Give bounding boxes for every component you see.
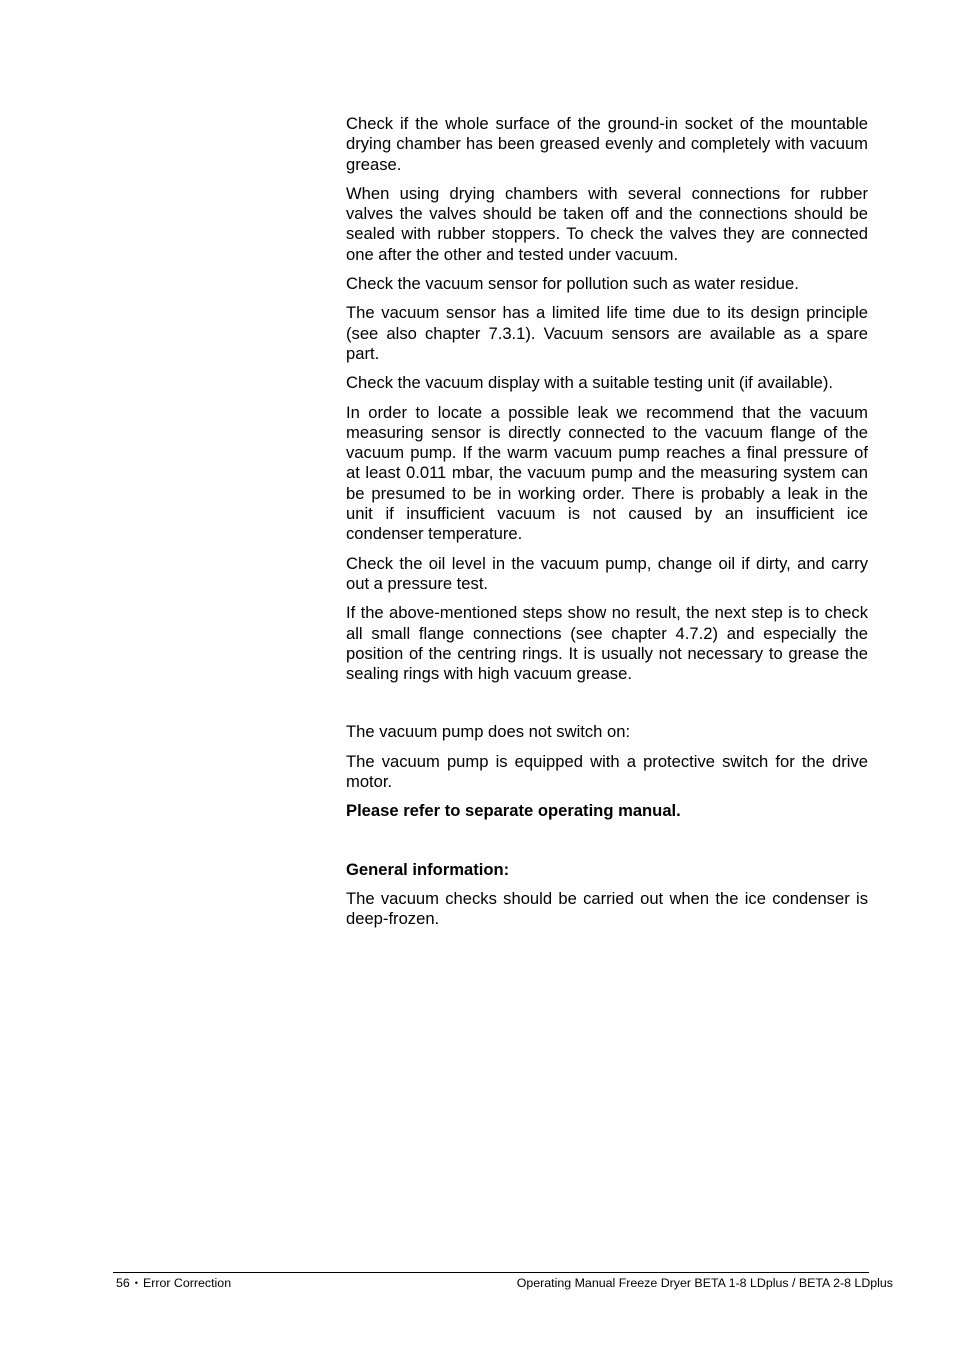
paragraph-oil-level: Check the oil level in the vacuum pump, change oil if dirty, and carry out a pressure test.	[346, 553, 868, 593]
pump-text: The vacuum pump is equipped with a protective switch for the drive motor.	[346, 751, 868, 792]
general-text: The vacuum checks should be carried out when the ice condenser is deep-frozen.	[346, 888, 868, 929]
page-number: 56	[116, 1276, 130, 1290]
general-heading: General information:	[346, 859, 510, 879]
paragraph-locate-leak: In order to locate a possible leak we recommend that the vacuum measuring sensor is directly connected to the vacuum flange of the vacuum pump. If the warm vacuum pump reaches a final pressure of at least 0.011 mbar, the vacuum pump and the measuring system can be presumed to be in working order. There is probably a leak in the unit if insufficient vacuum is not caused by an insufficient ice condenser temperature.	[346, 402, 868, 544]
paragraph-vacuum-display: Check the vacuum display with a suitable testing unit (if available).	[346, 373, 833, 393]
paragraph-rubber-valves: When using drying chambers with several connections for rubber valves the valves should be taken off and the connections should be sealed with rubber stoppers. To check the valves they are connected one after the other and tested under vacuum.	[346, 183, 868, 264]
bullet-icon: •	[134, 1278, 138, 1288]
pump-note: Please refer to separate operating manual.	[346, 801, 681, 821]
main-content	[346, 114, 868, 939]
pump-heading: The vacuum pump does not switch on:	[346, 722, 631, 742]
paragraph-ground-in-socket: Check if the whole surface of the ground-in socket of the mountable drying chamber has been greased evenly and completely with vacuum grease.	[346, 114, 868, 174]
footer-section: Error Correction	[142, 1276, 232, 1290]
paragraph-flange-connections: If the above-mentioned steps show no result, the next step is to check all small flange connections (see chapter 4.7.2) and especially the position of the centring rings. It is usually not necessary to grease the sealing rings with high vacuum grease.	[346, 603, 868, 684]
footer-divider	[113, 1272, 869, 1273]
footer-left	[116, 1276, 231, 1292]
footer-manual-title: Operating Manual Freeze Dryer BETA 1-8 LDplus / BETA 2-8 LDplus	[516, 1276, 893, 1290]
paragraph-sensor-pollution: Check the vacuum sensor for pollution such as water residue.	[346, 274, 799, 294]
paragraph-sensor-life-time: The vacuum sensor has a limited life time due to its design principle (see also chapter 7.3.1). Vacuum sensors are available as a spare part.	[346, 303, 868, 363]
